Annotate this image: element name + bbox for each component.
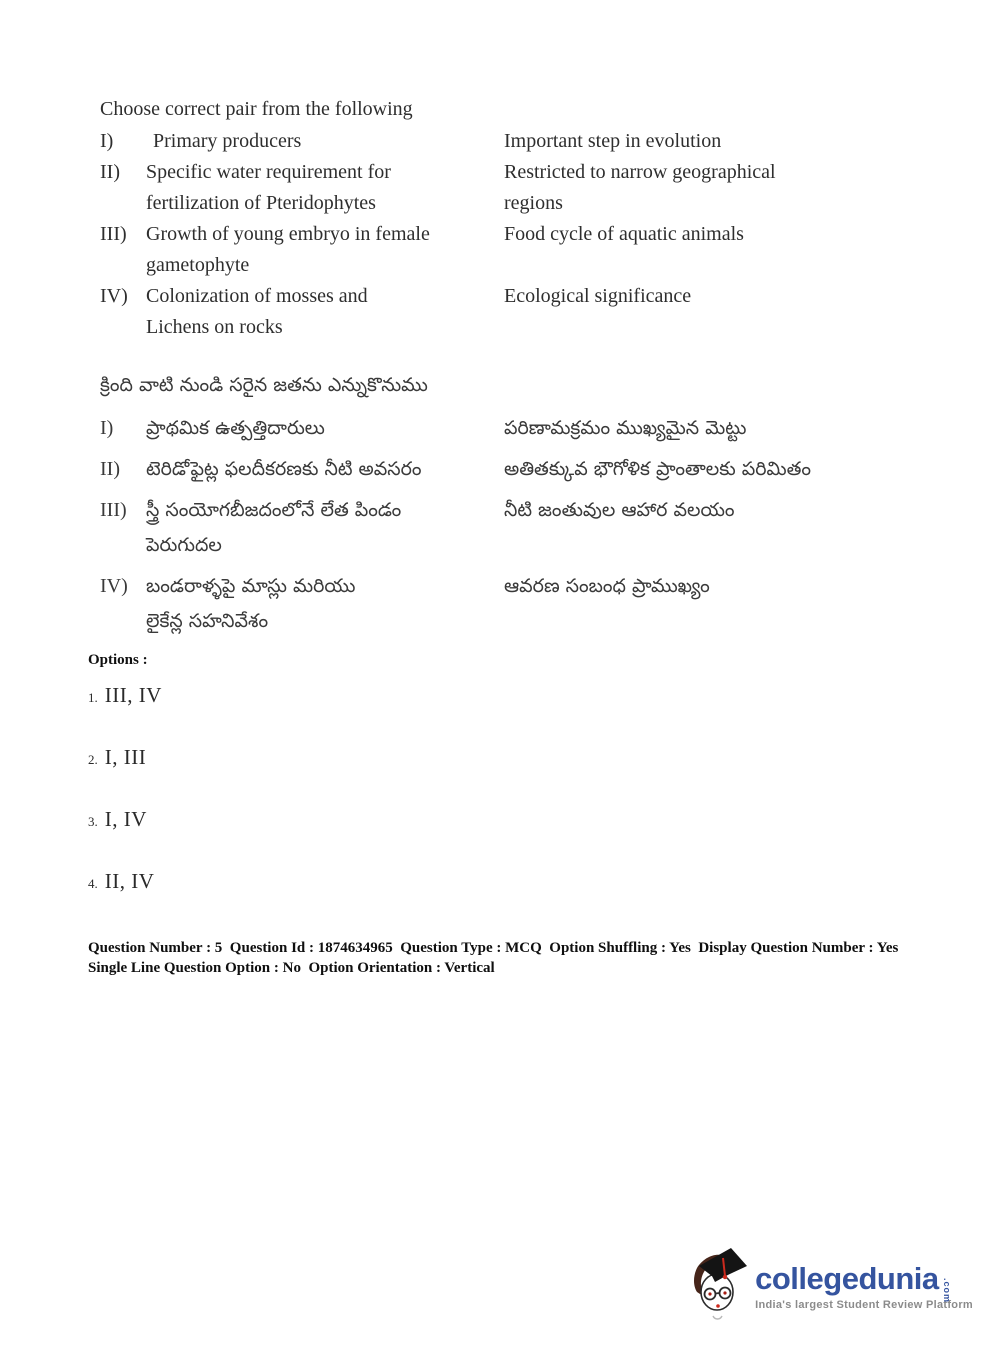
option-label: I, IV [104,807,147,831]
pair-row-telugu-2 [100,452,970,487]
pair-numeral: I) [100,130,114,152]
collegedunia-logo[interactable] [687,1246,973,1326]
pair-row-english-2 [100,157,970,219]
pair-left: Colonization of mosses and Lichens on rocks [146,285,368,338]
option-label: I, III [104,745,147,769]
option-label: II, IV [104,869,155,893]
pair-left: టెరిడోఫైట్ల ఫలదీకరణకు నీటి అవసరం [146,458,422,480]
pair-numeral: II) [100,161,120,183]
option-label: III, IV [104,683,162,707]
pair-left: బండరాళ్ళపై మాస్లు మరియు లైకేన్ల సహనివేశం [146,575,356,632]
pair-row-english-1 [100,126,970,157]
question-prompt-telugu: క్రింది వాటి నుండి సరైన జతను ఎన్నుకొనుము [100,374,428,396]
pair-left: Specific water requirement for fertilization of Pteridophytes [146,161,391,214]
question-metadata [88,938,968,978]
pair-right: Important step in evolution [504,130,722,152]
pair-left: స్త్రీ సంయోగబీజదంలోనే లేత పిండం పెరుగుదల [146,499,402,556]
pair-right: పరిణామక్రమం ముఖ్యమైన మెట్టు [504,417,747,439]
brand-row [755,1260,973,1303]
option-3 [88,805,588,831]
metadata-line-1: Question Number : 5 Question Id : 1874634965 Question Type : MCQ Option Shuffling : Yes Display Question Number : Yes [88,940,899,956]
pair-numeral: III) [100,499,127,521]
pair-right: నీటి జంతువుల ఆహార వలయం [504,499,735,521]
option-1 [88,681,588,707]
pair-right: Restricted to narrow geographical regions [504,161,776,214]
pair-row-english-4 [100,281,970,343]
pair-right: Ecological significance [504,285,692,307]
pair-left: ప్రాథమిక ఉత్పత్తిదారులు [146,417,325,439]
question-telugu-section [100,368,970,645]
brand-tagline: India's largest Student Review Platform [755,1298,973,1311]
pair-numeral: I) [100,417,114,439]
pair-left: Growth of young embryo in female gametophyte [146,223,430,276]
options-heading: Options : [88,652,148,668]
options-section [88,652,588,929]
pair-row-english-3 [100,219,970,281]
option-2 [88,743,588,769]
pair-numeral: III) [100,223,127,245]
pair-numeral: IV) [100,575,128,597]
option-number: 3. [88,814,98,829]
option-4 [88,867,588,893]
pair-right: అతితక్కువ భౌగోళిక ప్రాంతాలకు పరిమితం [504,458,812,480]
pair-left: Primary producers [153,130,302,152]
brand-name: collegedunia [755,1260,939,1296]
pair-row-telugu-3 [100,493,970,563]
option-number: 1. [88,690,98,705]
option-number: 4. [88,876,98,891]
pair-row-telugu-4 [100,569,970,639]
option-number: 2. [88,752,98,767]
question-prompt-english: Choose correct pair from the following [100,98,413,120]
pair-numeral: IV) [100,285,128,307]
metadata-line-2: Single Line Question Option : No Option Orientation : Vertical [88,960,495,976]
pair-numeral: II) [100,458,120,480]
pair-row-telugu-1 [100,411,970,446]
brand-domain: .com [941,1277,952,1303]
brand-text [755,1262,973,1311]
pair-right: ఆవరణ సంబంధ ప్రాముఖ్యం [504,575,710,597]
pair-right: Food cycle of aquatic animals [504,223,744,245]
graduate-mascot-icon [687,1246,749,1326]
question-english-section [100,94,970,343]
